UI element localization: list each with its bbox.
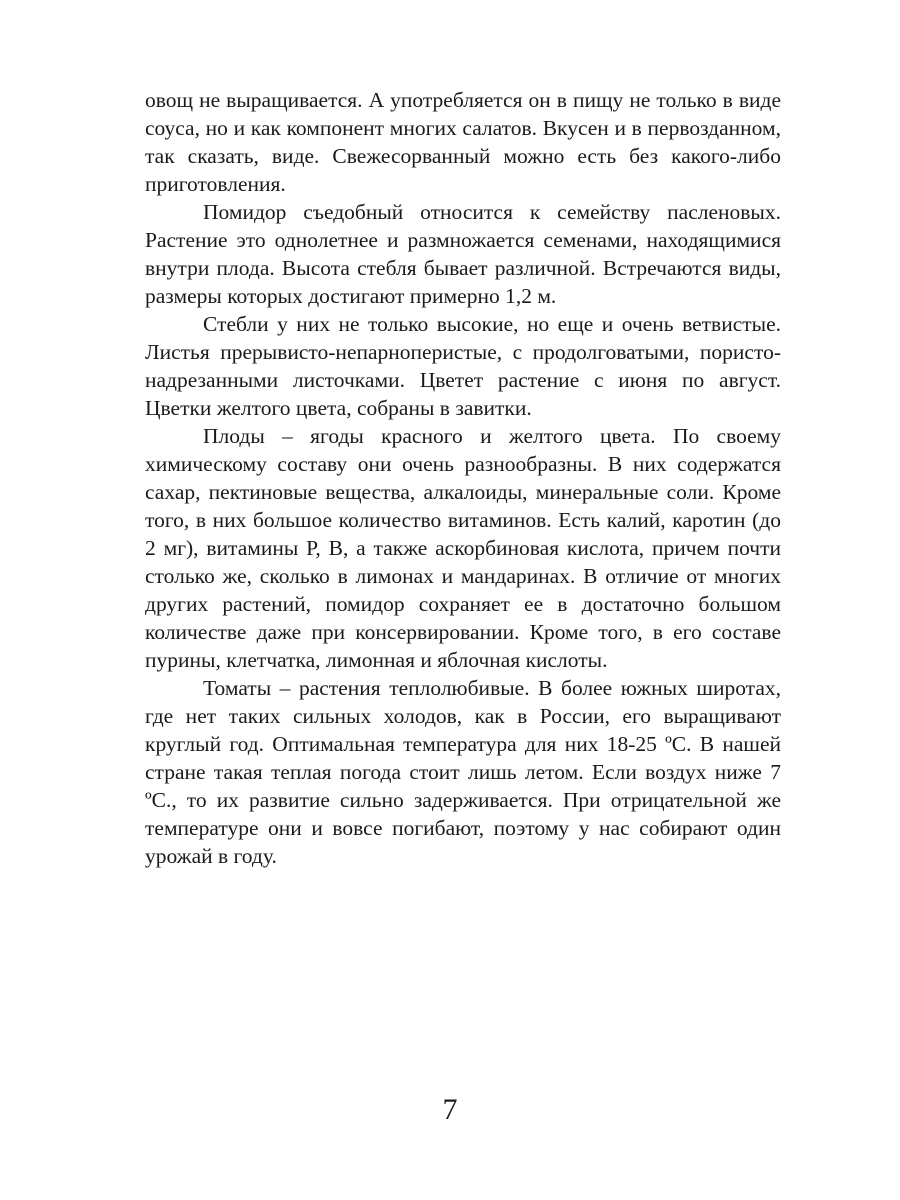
page-number: 7: [442, 1093, 458, 1126]
paragraph-growing-temperature: Томаты – растения теплолюбивые. В более южных широтах, где нет таких сильных холодов, как в России, его выращивают круглый год. Оптимальная температура для них 18-25 ºС. В нашей стране такая теплая погода стоит лишь летом. Если воздух ниже 7 ºС., то их развитие сильно задерживается. При отрицательной же температуре они и вовсе погибают, поэтому у нас собирают один урожай в году.: [145, 676, 781, 868]
paragraph-stems-leaves: Стебли у них не только высокие, но еще и очень ветвистые. Листья прерывисто-непарноперистые, с продолговатыми, пористо-надрезанными листочками. Цветет растение с июня по август. Цветки желтого цвета, собраны в завитки.: [145, 312, 781, 420]
paragraph-continuation: овощ не выращивается. А употребляется он в пищу не только в виде соуса, но и как компонент многих салатов. Вкусен и в первозданном, так сказать, виде. Свежесорванный можно есть без какого-либо приготовления.: [145, 88, 781, 196]
page-body: [145, 86, 781, 870]
paragraph-fruit-composition: Плоды – ягоды красного и желтого цвета. По своему химическому составу они очень разнообразны. В них содержатся сахар, пектиновые вещества, алкалоиды, минеральные соли. Кроме того, в них большое количество витаминов. Есть калий, каротин (до 2 мг), витамины Р, В, а также аскорбиновая кислота, причем почти столько же, сколько в лимонах и мандаринах. В отличие от многих других растений, помидор сохраняет ее в достаточно большом количестве даже при консервировании. Кроме того, в его составе пурины, клетчатка, лимонная и яблочная кислоты.: [145, 424, 781, 672]
paragraph-tomato-family: Помидор съедобный относится к семейству пасленовых. Растение это однолетнее и размножается семенами, находящимися внутри плода. Высота стебля бывает различной. Встречаются виды, размеры которых достигают примерно 1,2 м.: [145, 200, 781, 308]
